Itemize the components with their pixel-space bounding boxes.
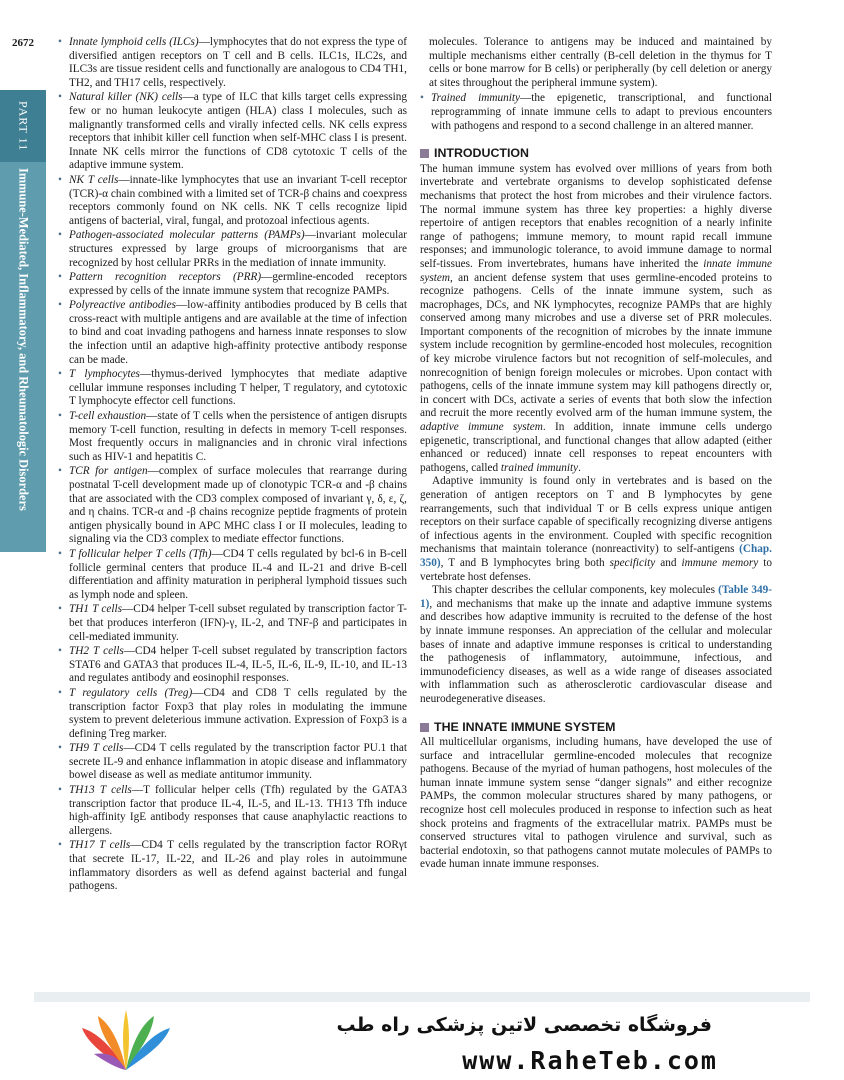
glossary-item xyxy=(58,410,407,464)
glossary-term: Innate lymphoid cells (ILCs) xyxy=(69,36,199,48)
text-run: , T and B lymphocytes bring both xyxy=(440,556,610,569)
text-run: The human immune system has evolved over millions of years from both invertebrate and vertebrate organisms to develop sophisticated defense mechanisms that protect the host from microbes and their virulence factors. The normal immune system has three key properties: a highly diverse repertoire of antigen receptors that enables recognition of a nearly infinite range of pathogens; immune memory, to mount rapid recall immune responses; and immunologic tolerance, to avoid immune damage to normal self-tissues. From invertebrates, humans have inherited the xyxy=(420,162,772,270)
glossary-term: T lymphocytes xyxy=(69,368,140,381)
glossary-term: NK T cells xyxy=(69,173,119,186)
glossary-definition: —invariant molecular structures expressed by large groups of microorganisms that are recognized by host cellular PRRs in the mediation of innate immunity. xyxy=(69,229,407,269)
emphasis-immune-memory: immune memory xyxy=(681,556,759,569)
glossary-definition: —state of T cells when the persistence of antigen disrupts memory T-cell function, resulting in defects in memory T-cell responses. Most frequently occurs in malignancies and in chronic viral infections such as HIV-1 and hepatitis C. xyxy=(69,410,407,463)
glossary-definition: —CD4 helper T-cell subset regulated by transcription factor T-bet that produces interferon (IFN)-γ, IL-2, and TNF-β and participates in cell-mediated immunity. xyxy=(69,603,407,643)
glossary-term: Natural killer (NK) cells xyxy=(69,91,183,104)
raheteb-logo-icon xyxy=(78,1006,174,1078)
glossary-continuation: molecules. Tolerance to antigens may be induced and maintained by multiple mechanisms either centrally (B-cell deletion in the thymus for T cells or bone marrow for B cells) or peripherally (by cell deletion or anergy at sites throughout the peripheral immune system). xyxy=(429,36,772,89)
glossary-term: TH2 T cells xyxy=(69,645,124,658)
glossary-definition: —T follicular helper cells (Tfh) regulated by the GATA3 transcription factor that produce IL-4, IL-5, and IL-13. TH13 Tfh induce high-affinity IgE antibody responses that cause anaphylactic reactions to allergens. xyxy=(69,784,407,837)
glossary-term: T-cell exhaustion xyxy=(69,410,147,423)
text-run: to vertebrate host defenses. xyxy=(420,556,772,583)
glossary-item xyxy=(58,784,407,838)
glossary-term: TCR for antigen xyxy=(69,465,148,478)
glossary-definition: —germline-encoded receptors expressed by cells of the innate immune system that recognize PAMPs. xyxy=(69,271,407,297)
glossary-definition: —innate-like lymphocytes that use an invariant T-cell receptor (TCR)-α chain combined with a limited set of TCR-β chains and coexpress receptors commonly found on NK cells. NK T cells recognize lipid antigens of bacterial, viral, fungal, and protozoal infectious agents. xyxy=(69,173,407,227)
emphasis-innate-immune-system: innate immune system xyxy=(420,257,772,284)
text-run: , an ancient defense system that uses germline-encoded proteins to recognize pathogens. Cells of the innate immune system, such as macrophages, DCs, and NK lymphocytes, recognize PAMPs that are highly conserved among many microbes and use a diverse set of PRR molecules. Important components of the recognition of microbes by the innate immune system include recognition by germline-encoded host molecules, recognition of key microbe virulence factors but not recognition of self-molecules, and nonrecognition of benign foreign molecules or microbes. Upon contact with pathogens, cells of the innate immune system may kill pathogens directly or, in concert with DCs, activate a series of events that both slow the infection and recruit the more recently evolved arm of the human immune system, the xyxy=(420,271,772,420)
store-name: فروشگاه تخصصی لاتین پزشکی راه طب xyxy=(336,1014,712,1036)
glossary-definition: —a type of ILC that kills target cells expressing few or no human leukocyte antigen (HLA) class I molecules, such as malignantly transformed cells and virally infected cells. NK cells express receptors that inhibit killer cell function when self-MHC class I is present. Innate NK cells mirror the functions of CD8 cytotoxic T cells of the adaptive immune system. xyxy=(69,91,407,172)
page-number: 2672 xyxy=(12,37,34,49)
glossary-item xyxy=(58,839,407,893)
table-cross-reference-link[interactable]: (Table 349-1) xyxy=(420,584,772,610)
glossary-term: T regulatory cells (Treg) xyxy=(69,686,193,699)
innate-immune-system-paragraph-1: All multicellular organisms, including humans, have developed the use of surface and intracellular germline-encoded molecules that recognize pathogens. Because of the myriad of human pathogens, host molecules of the human innate immune system sense “danger signals” and either recognize PAMPs, the common molecular structures shared by many pathogens, or recognize host cell molecules produced in response to infection such as heat shock proteins and fragments of the extracellular matrix. PAMPs must be conserved structures vital to pathogen virulence and survival, such as bacterial endotoxin, so that pathogens cannot mutate molecules of PAMPs to evade human innate immune responses. xyxy=(420,736,772,871)
glossary-term: TH13 T cells xyxy=(69,784,132,797)
side-tab-part-label: PART 11 xyxy=(0,90,46,162)
left-column xyxy=(58,36,407,895)
store-url-link[interactable]: www.RaheTeb.com xyxy=(462,1046,718,1075)
glossary-definition: —complex of surface molecules that rearrange during postnatal T-cell development made up of clonotypic TCR-α and -β chains that are associated with the CD3 complex composed of invariant γ, δ, ε, ζ, and η chains. TCR-α and -β chains recognize peptide fragments of protein antigen physically bound in APC MHC class I or II molecules, leading to signaling via the CD3 complex to mediate effector functions. xyxy=(69,465,407,546)
glossary-term: TH1 T cells xyxy=(69,603,122,616)
innate-immune-system-heading xyxy=(420,721,772,735)
introduction-paragraph-1 xyxy=(420,163,772,476)
glossary-item xyxy=(58,603,407,644)
page-bottom-fade xyxy=(34,992,810,1002)
glossary-definition: —thymus-derived lymphocytes that mediate adaptive cellular immune responses including T helper, T regulatory, and cytotoxic T lymphocyte effector cell functions. xyxy=(69,368,407,408)
text-run: . In addition, innate immune cells undergo epigenetic, transcriptional, and functional changes that allow adapted (either enhanced or reduced) innate cell responses to repeat encounters with pathogens, called xyxy=(420,421,772,474)
glossary-item xyxy=(58,645,407,686)
glossary-item xyxy=(58,229,407,270)
text-run: , and mechanisms that make up the innate and adaptive immune systems and describes how adaptive immunity is recruited to the defense of the host by innate immune responses. An appreciation of the cellular and molecular bases of innate and adaptive immune responses is critical to understanding the pathogenesis of inflammatory, autoimmune, infectious, and immunodeficiency diseases, as well as a wide range of diseases associated with inflammation such as atherosclerotic cardiovascular disease and neurodegenerative diseases. xyxy=(420,597,772,705)
glossary-term: Pattern recognition receptors (PRR) xyxy=(69,271,262,284)
emphasis-specificity: specificity xyxy=(609,556,656,569)
introduction-paragraph-3 xyxy=(420,584,772,706)
glossary-term: TH17 T cells xyxy=(69,839,131,852)
glossary-item xyxy=(58,271,407,298)
glossary-item xyxy=(58,174,407,228)
text-run: and xyxy=(655,556,682,569)
glossary-item xyxy=(58,742,407,783)
emphasis-trained-immunity: trained immunity xyxy=(500,461,579,474)
introduction-heading xyxy=(420,147,772,161)
introduction-paragraph-2 xyxy=(420,475,772,584)
glossary-definition: —low-affinity antibodies produced by B cells that cross-react with multiple antigens and are available at the time of infection to bind and coat invading pathogens and harness innate responses to slow the infection until an adaptive high-affinity protective antibody response can be made. xyxy=(69,299,407,366)
glossary-term: Pathogen-associated molecular patterns (PAMPs) xyxy=(69,229,305,242)
text-run: This chapter describes the cellular components, key molecules xyxy=(432,584,719,597)
glossary-list xyxy=(58,36,407,894)
glossary-term: Polyreactive antibodies xyxy=(69,299,176,312)
introduction-heading-text: INTRODUCTION xyxy=(434,146,529,161)
glossary-item xyxy=(420,92,772,133)
text-run: Adaptive immunity is found only in vertebrates and is based on the generation of antigen receptors on T and B lymphocytes by gene rearrangements, such that individual T or B cells express unique antigen receptors on their surface capable of specifically recognizing diverse antigens of infectious agents in the environment. Coupled with specific recognition mechanisms that maintain tolerance (nonreactivity) to self-antigens xyxy=(420,475,772,556)
glossary-item xyxy=(58,687,407,741)
glossary-item xyxy=(58,91,407,173)
glossary-item xyxy=(58,299,407,367)
heading-square-icon xyxy=(420,723,429,732)
glossary-term: TH9 T cells xyxy=(69,742,124,755)
heading-square-icon xyxy=(420,149,429,158)
glossary-item xyxy=(58,465,407,547)
right-column xyxy=(420,36,772,872)
glossary-list-continued xyxy=(420,92,772,133)
glossary-definition: —CD4 and CD8 T cells regulated by the transcription factor Foxp3 that play roles in modulating the immune system to prevent deleterious immune activation. Expression of Foxp3 is a defining Treg marker. xyxy=(69,686,407,740)
glossary-item xyxy=(58,548,407,602)
innate-immune-system-heading-text: THE INNATE IMMUNE SYSTEM xyxy=(434,719,616,734)
glossary-definition: —CD4 T cells regulated by the transcription factor RORγt that secrete IL-17, IL-22, and IL-26 and play roles in autoimmune inflammatory disorders as well as defend against bacterial and fungal pathogens. xyxy=(69,839,407,893)
glossary-definition: —lymphocytes that do not express the type of diversified antigen receptors on T cell and B cells. ILC1s, ILC2s, and ILC3s are tissue resident cells and functionally are analogous to CD4 TH1, TH2, and TH17 cells, respectively. xyxy=(69,36,407,89)
text-run: . xyxy=(578,461,581,474)
side-tab-section-title: Immune-Mediated, Inflammatory, and Rheumatologic Disorders xyxy=(16,168,31,511)
glossary-item xyxy=(58,368,407,409)
glossary-definition: —CD4 T cells regulated by bcl-6 in B-cell follicle germinal centers that produce IL-4 and IL-21 and drive B-cell differentiation and affinity maturation in peripheral lymphoid tissues such as lymph node and spleen. xyxy=(69,547,408,601)
glossary-item xyxy=(58,36,407,90)
glossary-term: T follicular helper T cells (Tfh) xyxy=(69,547,212,560)
glossary-definition: —CD4 T cells regulated by the transcription factor PU.1 that secrete IL-9 and enhance inflammation in atopic disease and inflammatory bowel disease as well as mediate antitumor immunity. xyxy=(69,742,407,782)
chapter-cross-reference-link[interactable]: (Chap. 350) xyxy=(420,543,772,569)
glossary-term: Trained immunity xyxy=(431,92,520,105)
store-footer-banner xyxy=(34,1002,844,1080)
emphasis-adaptive-immune-system: adaptive immune system xyxy=(420,421,543,434)
glossary-definition: —the epigenetic, transcriptional, and functional reprogramming of innate immune cells to adapt to previous encounters with pathogens and respond to a second challenge in an altered manner. xyxy=(431,92,772,132)
glossary-definition: —CD4 helper T-cell subset regulated by transcription factors STAT6 and GATA3 that produces IL-4, IL-5, IL-6, IL-9, IL-10, and IL-13 and regulates antibody and eosinophil responses. xyxy=(69,645,407,685)
